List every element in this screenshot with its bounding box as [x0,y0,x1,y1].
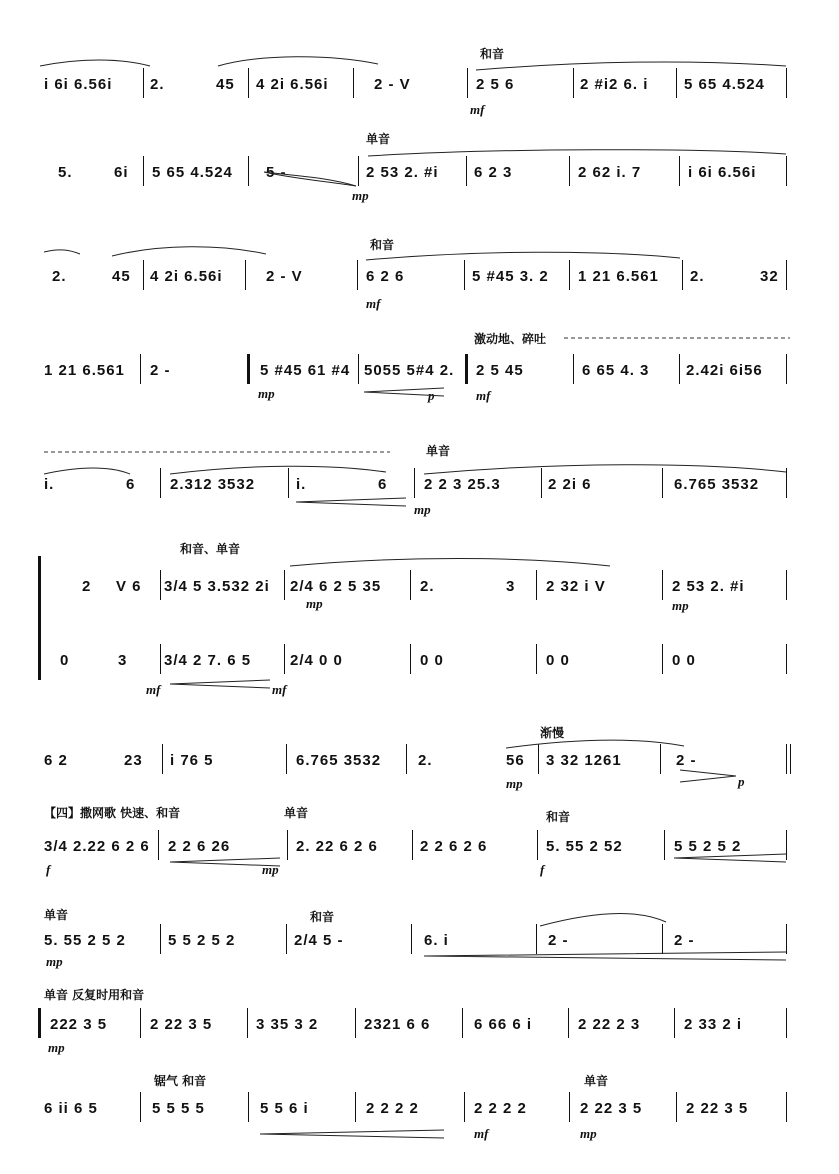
measure: 1 21 6.561 [44,362,125,379]
measure: 5 65 4.524 [152,164,233,181]
measure: 2. [418,752,433,769]
hairpin [674,854,786,862]
lower-measure: 0 [60,652,70,669]
measure: 2 5 6 [476,76,515,93]
measure: 1 21 6.561 [578,268,659,285]
slur [218,57,378,66]
technique-annotation: 和音、单音 [180,542,241,556]
slur [170,466,386,474]
measure: 5 - [266,164,287,181]
technique-annotation: 锯气 和音 [154,1074,207,1088]
technique-annotation: 和音 [310,910,335,924]
hairpin [296,498,406,506]
dynamic-mark: mp [258,386,275,401]
slur [44,468,130,474]
measure: 6 [378,476,388,493]
dynamic-mark: p [428,388,435,403]
dynamic-mark: f [540,862,545,877]
measure: 2/4 5 - [294,932,344,949]
lower-measure: 3 [118,652,128,669]
slur [112,247,266,256]
measure: 2 22 3 5 [580,1100,643,1117]
measure: i. [44,476,55,493]
technique-annotation: 单音 [426,444,451,458]
lower-measure: 0 0 [420,652,444,669]
hairpin [170,858,280,866]
technique-annotation: 单音 反复时用和音 [44,988,145,1002]
measure: 2 22 2 3 [578,1016,641,1033]
measure: 5 #45 61 #4 [260,362,351,379]
measure: 2 - [676,752,697,769]
measure: 6 [126,476,136,493]
measure: 6.765 3532 [674,476,760,493]
measure: 45 [216,76,235,93]
measure: 2. [420,578,435,595]
measure: i. [296,476,307,493]
measure: 2 22 3 5 [686,1100,749,1117]
measure: 6 2 6 [366,268,405,285]
measure: 2. [150,76,165,93]
measure: 2. 22 6 2 6 [296,838,378,855]
technique-annotation: 单音 [584,1074,609,1088]
measure: 56 [506,752,525,769]
measure: 2 - V [374,76,411,93]
measure: 4 2i 6.56i [150,268,223,285]
slur [40,60,150,66]
technique-annotation: 单音 [284,806,309,820]
measure: 2 2 2 2 [474,1100,527,1117]
measure: 2 - [548,932,569,949]
measure: 5. 55 2 52 [546,838,623,855]
measure: 2 2 3 25.3 [424,476,501,493]
slur [476,62,786,70]
slur [506,740,684,748]
measure: 4 2i 6.56i [256,76,329,93]
dynamic-mark: mp [580,1126,597,1141]
technique-annotation: 渐慢 [540,726,565,740]
dynamic-mark: mp [46,954,63,969]
measure: 2 32 i V [546,578,606,595]
measure: 6. i [424,932,449,949]
dynamic-mark: mp [352,188,369,203]
hairpin [260,1130,444,1138]
slur [540,913,666,926]
measure: V 6 [116,578,142,595]
measure: 2321 6 6 [364,1016,431,1033]
measure: 2. [52,268,67,285]
measure: 3/4 5 3.532 2i [164,578,270,595]
measure: 2 - [150,362,171,379]
hairpin [424,952,786,960]
dynamic-mark: mf [476,388,491,403]
measure: 6 ii 6 5 [44,1100,98,1117]
measure: 2 #i2 6. i [580,76,649,93]
slur [290,559,610,567]
measure: 6.765 3532 [296,752,382,769]
dynamic-mark: mp [262,862,279,877]
measure: 23 [124,752,143,769]
hairpin [364,388,444,396]
dynamic-mark: mp [672,598,689,613]
measure: 2 - [674,932,695,949]
measure: 6 65 4. 3 [582,362,650,379]
dynamic-mark: mf [146,682,161,697]
measure: 6i [114,164,129,181]
dynamic-mark: mf [470,102,485,117]
hairpin [680,770,736,782]
measure: 2. [690,268,705,285]
measure: 222 3 5 [50,1016,108,1033]
slur [366,252,680,260]
measure: 6 2 3 [474,164,513,181]
measure: 2.312 3532 [170,476,256,493]
measure: 2.42i 6i56 [686,362,763,379]
technique-annotation: 激动地、碎吐 [474,332,547,346]
dynamic-mark: mf [474,1126,489,1141]
measure: 45 [112,268,131,285]
technique-annotation: 和音 [480,47,505,61]
measure: 2 - V [266,268,303,285]
slur [368,150,786,156]
measure: i 6i 6.56i [688,164,757,181]
measure: 2 2 2 2 [366,1100,419,1117]
slur [424,465,786,474]
dynamic-mark: f [46,862,51,877]
hairpin [170,680,270,688]
measure: 2 62 i. 7 [578,164,642,181]
measure: 5 5 6 i [260,1100,309,1117]
measure: 5. 55 2 5 2 [44,932,126,949]
measure: 6 2 [44,752,68,769]
measure: 3 32 1261 [546,752,622,769]
measure: 3 [506,578,516,595]
dynamic-mark: mp [306,596,323,611]
measure: 5055 5#4 2. [364,362,455,379]
measure: 2 5 45 [476,362,524,379]
measure: 32 [760,268,779,285]
technique-annotation: 和音 [370,238,395,252]
lower-measure: 2/4 0 0 [290,652,343,669]
dynamic-mark: mp [414,502,431,517]
hairpin [264,172,356,186]
lower-measure: 0 0 [672,652,696,669]
measure: 2 2 6 2 6 [420,838,488,855]
measure: 5 5 5 5 [152,1100,205,1117]
measure: i 6i 6.56i [44,76,113,93]
technique-annotation: 和音 [546,810,571,824]
lower-measure: 0 0 [546,652,570,669]
measure: 2 2i 6 [548,476,592,493]
measure: 2 53 2. #i [672,578,745,595]
dynamic-mark: p [738,774,745,789]
dynamic-mark: mp [48,1040,65,1055]
section-heading: 【四】撒网歌 快速、和音 [44,806,181,820]
measure: 5 #45 3. 2 [472,268,549,285]
measure: i 76 5 [170,752,214,769]
measure: 5 5 2 5 2 [674,838,742,855]
dynamic-mark: mf [366,296,381,311]
measure: 2/4 6 2 5 35 [290,578,382,595]
technique-annotation: 单音 [366,132,391,146]
measure: 5. [58,164,73,181]
measure: 2 2 6 26 [168,838,231,855]
lower-measure: 3/4 2 7. 6 5 [164,652,252,669]
measure: 2 [82,578,92,595]
dynamic-mark: mp [506,776,523,791]
measure: 5 65 4.524 [684,76,765,93]
measure: 6 66 6 i [474,1016,533,1033]
measure: 3 35 3 2 [256,1016,319,1033]
slur [44,250,80,254]
measure: 2 22 3 5 [150,1016,213,1033]
measure: 5 5 2 5 2 [168,932,236,949]
technique-annotation: 单音 [44,908,69,922]
measure: 3/4 2.22 6 2 6 [44,838,150,855]
measure: 2 53 2. #i [366,164,439,181]
dynamic-mark: mf [272,682,287,697]
measure: 2 33 2 i [684,1016,743,1033]
